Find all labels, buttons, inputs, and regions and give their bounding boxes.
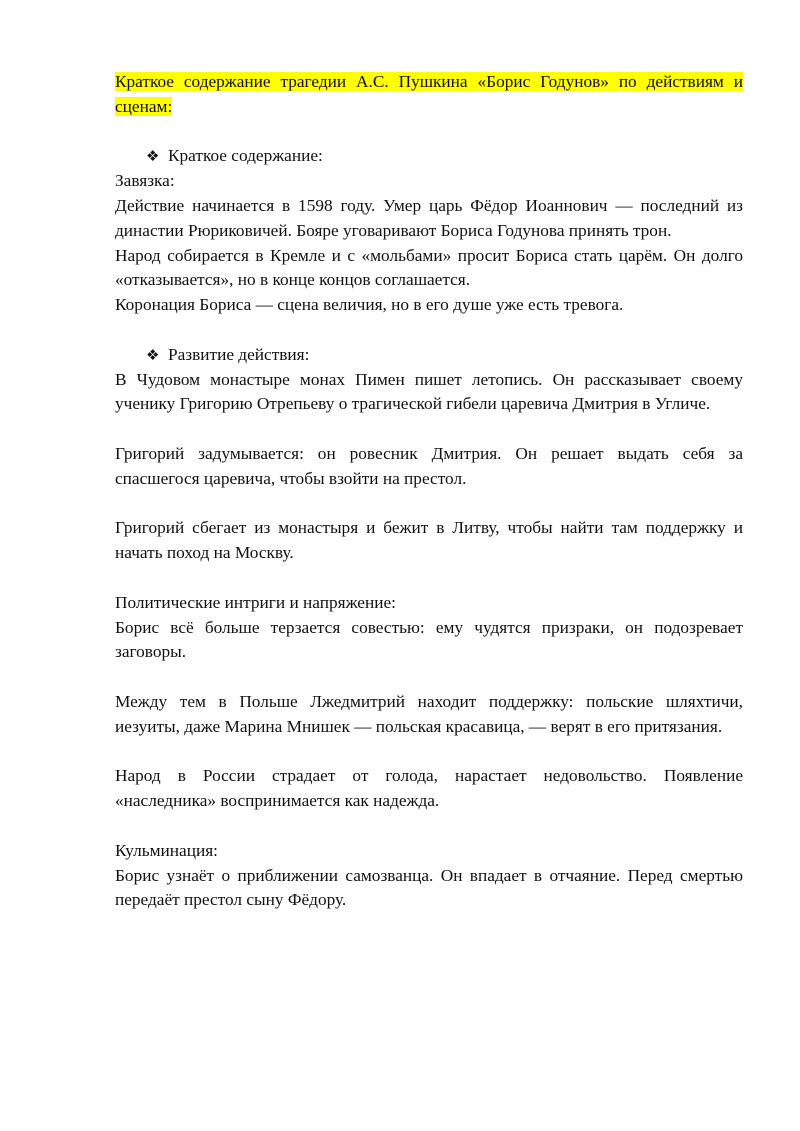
paragraph: Действие начинается в 1598 году. Умер царь Фёдор Иоаннович — последний из династии Рюриковичей. Бояре уговаривают Бориса Годунова принять трон. xyxy=(115,195,743,240)
paragraph: Между тем в Польше Лжедмитрий находит поддержку: польские шляхтичи, иезуиты, даже Марина Мнишек — польская красавица, — верят в его притязания. xyxy=(115,691,743,736)
paragraph: Народ собирается в Кремле и с «мольбами» просит Бориса стать царём. Он долго «отказывается», но в конце концов соглашается. xyxy=(115,245,743,290)
paragraph: Борис узнаёт о приближении самозванца. Он впадает в отчаяние. Перед смертью передаёт престол сыну Фёдору. xyxy=(115,865,743,910)
section-heading-label: Развитие действия: xyxy=(168,344,310,364)
diamond-bullet-icon: ❖ xyxy=(146,147,160,166)
section-heading-label: Краткое содержание: xyxy=(168,146,323,166)
section-heading-summary xyxy=(115,144,743,169)
paragraph: Григорий сбегает из монастыря и бежит в Литву, чтобы найти там поддержку и начать поход на Москву. xyxy=(115,518,743,563)
spacer xyxy=(115,417,743,442)
document-page xyxy=(115,70,743,913)
spacer xyxy=(115,566,743,591)
diamond-bullet-icon: ❖ xyxy=(146,345,160,364)
document-title xyxy=(115,70,743,120)
spacer xyxy=(115,492,743,517)
subheading-intrigues: Политические интриги и напряжение: xyxy=(115,592,396,612)
subheading-zavyazka: Завязка: xyxy=(115,171,175,191)
paragraph: Григорий задумывается: он ровесник Дмитрия. Он решает выдать себя за спасшегося царевича, чтобы взойти на престол. xyxy=(115,443,743,488)
paragraph: В Чудовом монастыре монах Пимен пишет летопись. Он рассказывает своему ученику Григорию Отрепьеву о трагической гибели царевича Дмитрия в Угличе. xyxy=(115,369,743,414)
section-heading-development xyxy=(115,343,743,368)
paragraph: Борис всё больше терзается совестью: ему чудятся призраки, он подозревает заговоры. xyxy=(115,617,743,662)
spacer xyxy=(115,814,743,839)
subheading-climax: Кульминация: xyxy=(115,840,218,860)
spacer xyxy=(115,120,743,145)
paragraph: Народ в России страдает от голода, нарастает недовольство. Появление «наследника» воспринимается как надежда. xyxy=(115,766,743,811)
title-highlight: Краткое содержание трагедии А.С. Пушкина «Борис Годунов» по действиям и сценам: xyxy=(115,72,743,116)
paragraph: Коронация Бориса — сцена величия, но в его душе уже есть тревога. xyxy=(115,295,624,315)
spacer xyxy=(115,740,743,765)
spacer xyxy=(115,318,743,343)
spacer xyxy=(115,665,743,690)
